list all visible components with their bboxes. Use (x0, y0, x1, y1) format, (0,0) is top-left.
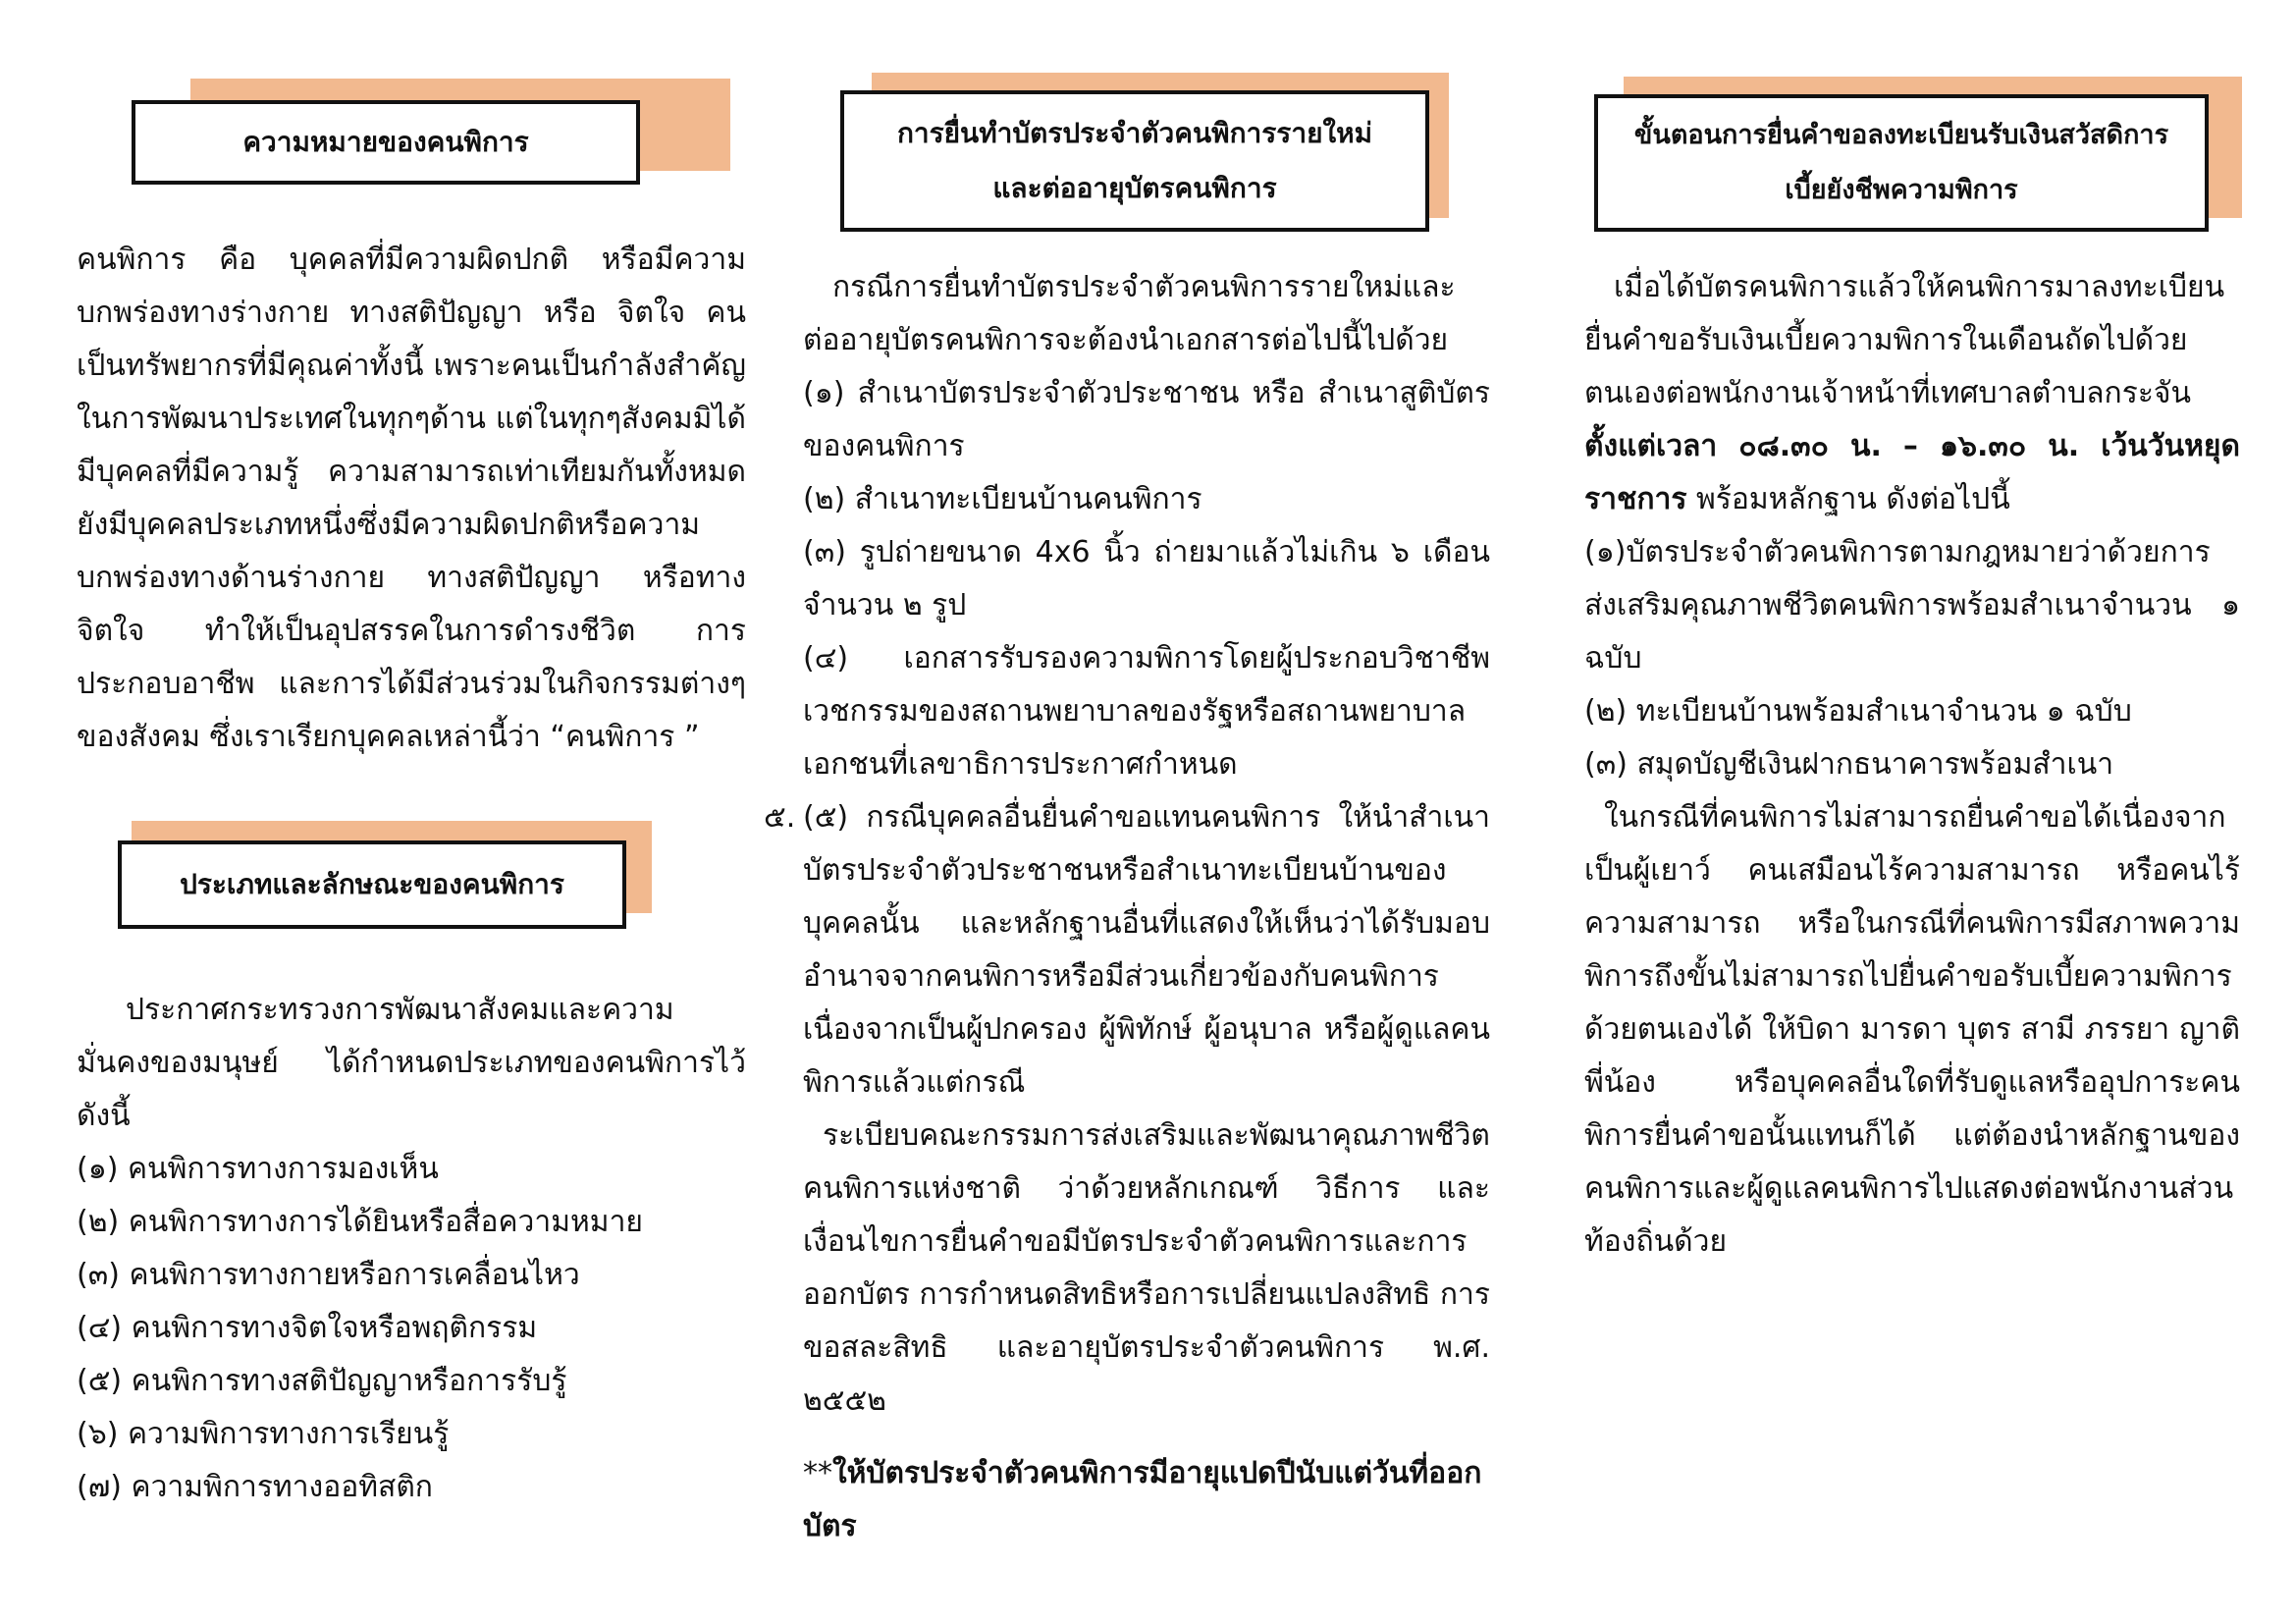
heading-types (118, 821, 728, 929)
allowance-document-item: (๒) ทะเบียนบ้านพร้อมสำเนาจำนวน ๑ ฉบับ (1584, 694, 2132, 729)
type-item: (๗) ความพิการทางออทิสติก (77, 1470, 433, 1504)
office-hours: ตั้งแต่เวลา ๐๘.๓๐ น. – ๑๖.๓๐ น. เว้นวันหยุดราชการ (1584, 429, 2240, 516)
heading-meaning-text: ความหมายของคนพิการ (242, 126, 529, 158)
regulation-text: ระเบียบคณะกรรมการส่งเสริมและพัฒนาคุณภาพชีวิตคนพิการแห่งชาติ ว่าด้วยหลักเกณฑ์ วิธีการ และเงื่อนไขการยื่นคำขอมีบัตรประจำตัวคนพิการและการออกบัตร การกำหนดสิทธิหรือการเปลี่ยนแปลงสิทธิ การขอสละสิทธิ และอายุบัตรประจำตัวคนพิการ พ.ศ. ๒๕๕๒ (803, 1118, 1490, 1418)
card-intro: กรณีการยื่นทำบัตรประจำตัวคนพิการรายใหม่และต่ออายุบัตรคนพิการจะต้องนำเอกสารต่อไปนี้ไปด้วย (803, 270, 1456, 357)
heading-box (1594, 94, 2209, 232)
allowance-body (1584, 261, 2240, 1269)
types-section (77, 984, 746, 1514)
definition-paragraph (77, 234, 746, 764)
heading-allowance-line1: ขั้นตอนการยื่นคำขอลงทะเบียนรับเงินสวัสดิการ (1633, 120, 2169, 150)
heading-allowance-line2: เบี้ยยังชีพความพิการ (1785, 175, 2018, 205)
type-item: (๓) คนพิการทางกายหรือการเคลื่อนไหว (77, 1258, 580, 1292)
heading-allowance (1594, 77, 2242, 232)
type-item: (๔) คนพิการทางจิตใจหรือพฤติกรรม (77, 1311, 538, 1345)
type-item: (๒) คนพิการทางการได้ยินหรือสื่อความหมาย (77, 1205, 643, 1239)
heading-card-line1: การยื่นทำบัตรประจำตัวคนพิการรายใหม่ (896, 117, 1373, 149)
card-document-item: (๔) เอกสารรับรองความพิการโดยผู้ประกอบวิชาชีพเวชกรรมของสถานพยาบาลของรัฐหรือสถานพยาบาลเอกชนที่เลขาธิการประกาศกำหนด (803, 641, 1490, 782)
type-item: (๕) คนพิการทางสติปัญญาหรือการรับรู้ (77, 1364, 567, 1398)
heading-box (132, 100, 640, 185)
proxy-paragraph: ในกรณีที่คนพิการไม่สามารถยื่นคำขอได้เนื่องจากเป็นผู้เยาว์ คนเสมือนไร้ความสามารถ หรือคนไร้ความสามารถ หรือในกรณีที่คนพิการมีสภาพความพิการถึงขั้นไม่สามารถไปยื่นคำขอรับเบี้ยความพิการด้วยตนเองได้ ให้บิดา มารดา บุตร สามี ภรรยา ญาติพี่น้อง หรือบุคคลอื่นใดที่รับดูแลหรืออุปการะคนพิการยื่นคำขอนั้นแทนก็ได้ แต่ต้องนำหลักฐานของคนพิการและผู้ดูแลคนพิการไปแสดงต่อพนักงานส่วนท้องถิ่นด้วย (1584, 800, 2240, 1259)
note-prefix: ** (803, 1456, 832, 1490)
heading-meaning (132, 79, 730, 185)
card-document-item: (๕) กรณีบุคคลอื่นยื่นคำขอแทนคนพิการ ให้นำสำเนาบัตรประจำตัวประชาชนหรือสำเนาทะเบียนบ้านของบุคคลนั้น และหลักฐานอื่นที่แสดงให้เห็นว่าได้รับมอบอำนาจจากคนพิการหรือมีส่วนเกี่ยวข้องกับคนพิการเนื่องจากเป็นผู้ปกครอง ผู้พิทักษ์ ผู้อนุบาล หรือผู้ดูแลคนพิการแล้วแต่กรณี (803, 800, 1490, 1100)
type-item: (๖) ความพิการทางการเรียนรู้ (77, 1417, 450, 1451)
types-intro: ประกาศกระทรวงการพัฒนาสังคมและความมั่นคงของมนุษย์ ได้กำหนดประเภทของคนพิการไว้ ดังนี้ (77, 993, 746, 1133)
allowance-intro-start: เมื่อได้บัตรคนพิการแล้วให้คนพิการมาลงทะเบียนยื่นคำขอรับเงินเบี้ยความพิการในเดือนถัดไปด้วยตนเองต่อพนักงานเจ้าหน้าที่เทศบาลตำบลกระจัน (1584, 270, 2225, 410)
heading-box (840, 90, 1429, 232)
heading-card-line2: และต่ออายุบัตรคนพิการ (992, 172, 1277, 204)
list-marker: ๕. (764, 800, 796, 835)
heading-card-application (840, 73, 1449, 234)
allowance-intro (1584, 261, 2240, 526)
card-application-body (764, 261, 1490, 1553)
heading-box (118, 840, 626, 929)
card-document-item: (๑) สำเนาบัตรประจำตัวประชาชน หรือ สำเนาสูติบัตรของคนพิการ (803, 376, 1490, 463)
allowance-intro-end: พร้อมหลักฐาน ดังต่อไปนี้ (1686, 482, 2010, 516)
note-text: ให้บัตรประจำตัวคนพิการมีอายุแปดปีนับแต่วันที่ออกบัตร (803, 1456, 1482, 1543)
type-item: (๑) คนพิการทางการมองเห็น (77, 1152, 439, 1186)
card-document-item-5 (764, 791, 1490, 1110)
card-document-item: (๓) รูปถ่ายขนาด 4x6 นิ้ว ถ่ายมาแล้วไม่เกิน ๖ เดือน จำนวน ๒ รูป (803, 535, 1490, 623)
allowance-document-item: (๑)บัตรประจำตัวคนพิการตามกฎหมายว่าด้วยการส่งเสริมคุณภาพชีวิตคนพิการพร้อมสำเนาจำนวน ๑ ฉบับ (1584, 535, 2240, 676)
card-document-item: (๒) สำเนาทะเบียนบ้านคนพิการ (803, 482, 1202, 516)
allowance-document-item: (๓) สมุดบัญชีเงินฝากธนาคารพร้อมสำเนา (1584, 747, 2114, 782)
heading-types-text: ประเภทและลักษณะของคนพิการ (180, 868, 564, 900)
card-validity-note (803, 1447, 1490, 1553)
definition-text: คนพิการ คือ บุคคลที่มีความผิดปกติ หรือมีความบกพร่องทางร่างกาย ทางสติปัญญา หรือ จิตใจ คนเป็นทรัพยากรที่มีคุณค่าทั้งนี้ เพราะคนเป็นกำลังสำคัญในการพัฒนาประเทศในทุกๆด้าน แต่ในทุกๆสังคมมิได้มีบุคคลที่มีความรู้ ความสามารถเท่าเทียมกันทั้งหมดยังมีบุคคลประเภทหนึ่งซึ่งมีความผิดปกติหรือความบกพร่องทางด้านร่างกาย ทางสติปัญญา หรือทางจิตใจ ทำให้เป็นอุปสรรคในการดำรงชีวิต การประกอบอาชีพ และการได้มีส่วนร่วมในกิจกรรมต่างๆของสังคม ซึ่งเราเรียกบุคคลเหล่านี้ว่า “คนพิการ ” (77, 243, 746, 754)
